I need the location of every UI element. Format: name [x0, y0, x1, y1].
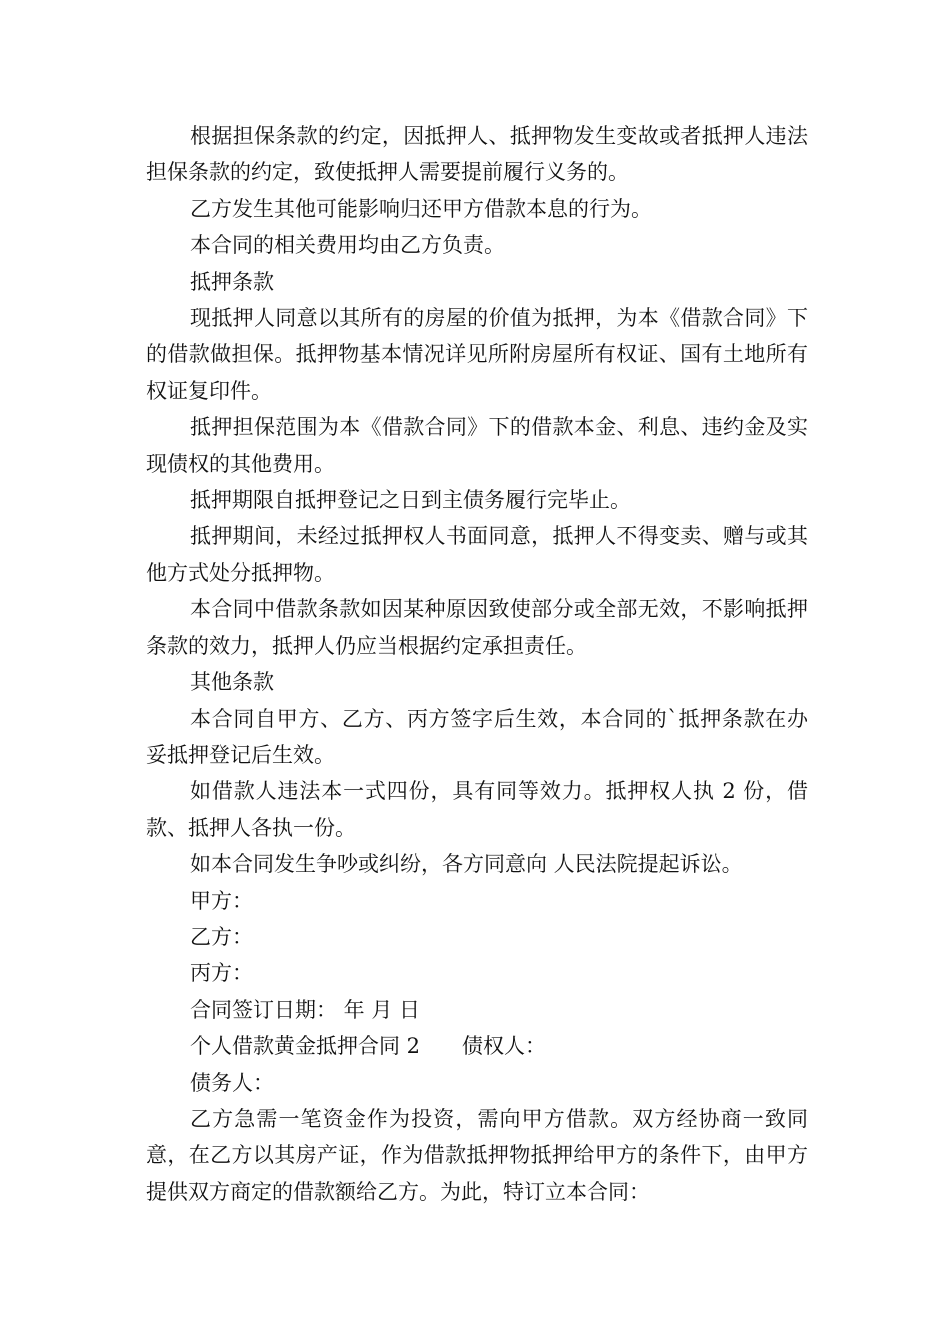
section-heading: 抵押条款 — [190, 269, 274, 294]
paragraph: 本合同自甲方、乙方、丙方签字后生效，本合同的`抵押条款在办妥抵押登记后生效。 — [146, 706, 808, 767]
debtor-line: 债务人： — [190, 1070, 274, 1095]
paragraph: 抵押期限自抵押登记之日到主债务履行完毕止。 — [190, 488, 631, 513]
paragraph: 如借款人违法本一式四份，具有同等效力。抵押权人执 2 份，借款、抵押人各执一份。 — [146, 779, 808, 840]
paragraph: 抵押担保范围为本《借款合同》下的借款本金、利息、违约金及实现债权的其他费用。 — [146, 415, 808, 476]
signing-date-line: 合同签订日期： 年 月 日 — [190, 997, 421, 1022]
section-heading: 其他条款 — [190, 670, 274, 695]
paragraph: 本合同的相关费用均由乙方负责。 — [190, 233, 505, 258]
paragraph: 乙方发生其他可能影响归还甲方借款本息的行为。 — [190, 196, 652, 221]
paragraph: 乙方急需一笔资金作为投资，需向甲方借款。双方经协商一致同意，在乙方以其房产证，作为借款抵押物抵押给甲方的条件下，由甲方提供双方商定的借款额给乙方。为此，特订立本合同： — [146, 1106, 808, 1204]
paragraph: 根据担保条款的约定，因抵押人、抵押物发生变故或者抵押人违法担保条款的约定，致使抵押人需要提前履行义务的。 — [146, 124, 808, 185]
paragraph: 抵押期间，未经过抵押权人书面同意，抵押人不得变卖、赠与或其他方式处分抵押物。 — [146, 524, 808, 585]
party-a-signature-line: 甲方： — [190, 888, 253, 913]
paragraph: 如本合同发生争吵或纠纷，各方同意向 人民法院提起诉讼。 — [190, 852, 743, 877]
contract-title-line: 个人借款黄金抵押合同 2 债权人： — [190, 1034, 547, 1059]
paragraph: 本合同中借款条款如因某种原因致使部分或全部无效，不影响抵押条款的效力，抵押人仍应当根据约定承担责任。 — [146, 597, 808, 658]
document-page — [146, 118, 808, 1210]
paragraph: 现抵押人同意以其所有的房屋的价值为抵押，为本《借款合同》下的借款做担保。抵押物基本情况详见所附房屋所有权证、国有土地所有权证复印件。 — [146, 306, 808, 403]
party-c-signature-line: 丙方： — [190, 961, 253, 986]
party-b-signature-line: 乙方： — [190, 924, 253, 949]
